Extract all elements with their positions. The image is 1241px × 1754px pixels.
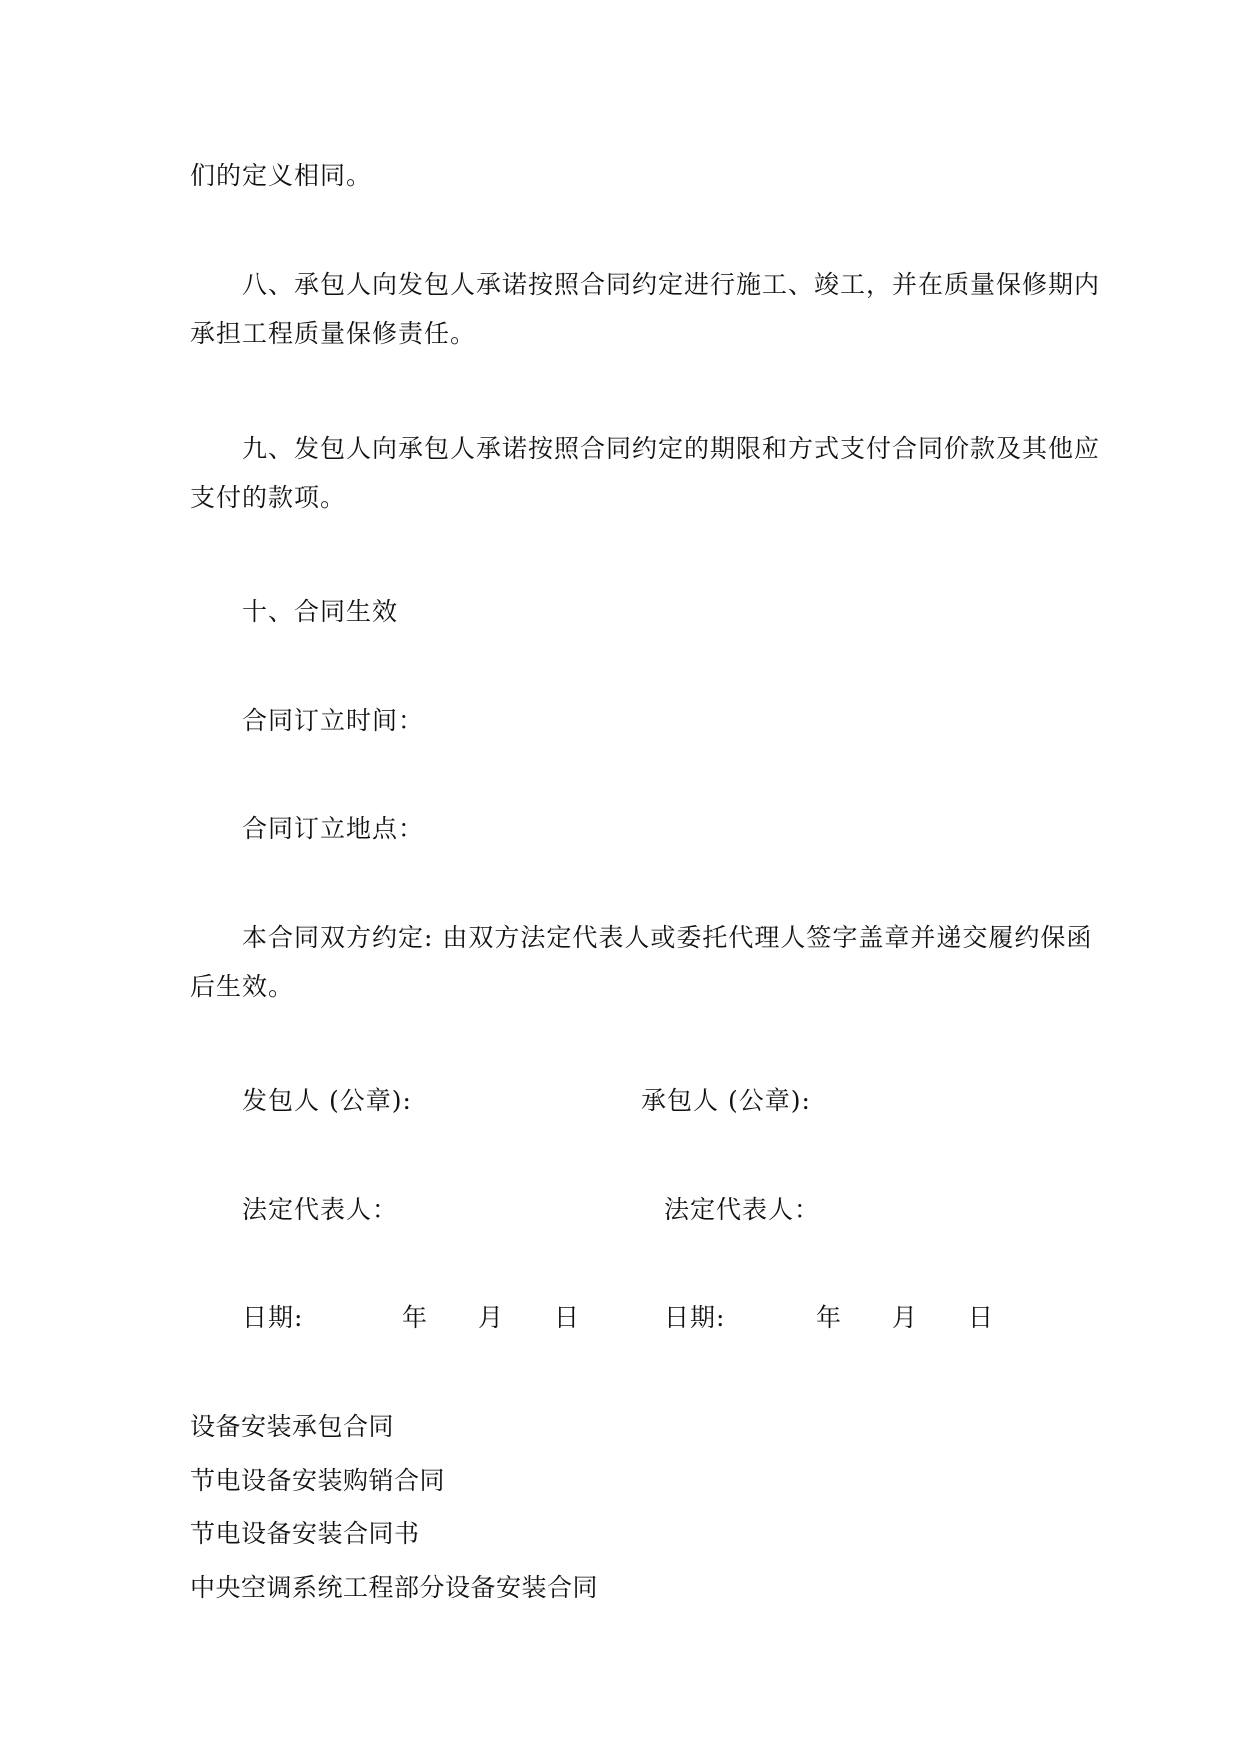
employer-seal-label: 发包人 (公章): [242, 1086, 412, 1115]
employer-date-day: 日 [554, 1303, 581, 1332]
employer-date-label: 日期: [242, 1303, 304, 1332]
paragraph-continuation: 们的定义相同。 [190, 161, 373, 190]
clause-8-line-1: 八、承包人向发包人承诺按照合同约定进行施工、竣工，并在质量保修期内 [242, 270, 1101, 299]
employer-representative-label: 法定代表人： [242, 1195, 399, 1224]
effectiveness-line-2: 后生效。 [190, 972, 295, 1001]
contractor-date-label: 日期: [664, 1303, 726, 1332]
related-contract-link[interactable]: 节电设备安装合同书 [190, 1519, 420, 1548]
clause-9-line-2: 支付的款项。 [190, 483, 347, 512]
clause-10-heading: 十、合同生效 [242, 597, 399, 626]
contractor-representative-label: 法定代表人： [664, 1195, 821, 1224]
clause-9-line-1: 九、发包人向承包人承诺按照合同约定的期限和方式支付合同价款及其他应 [242, 434, 1101, 463]
related-contract-link[interactable]: 中央空调系统工程部分设备安装合同 [190, 1573, 599, 1602]
employer-date-month: 月 [478, 1303, 505, 1332]
contractor-seal-label: 承包人 (公章): [641, 1086, 811, 1115]
employer-date-year: 年 [402, 1303, 429, 1332]
signing-time-label: 合同订立时间： [242, 706, 425, 735]
contractor-date-day: 日 [968, 1303, 995, 1332]
effectiveness-line-1: 本合同双方约定: 由双方法定代表人或委托代理人签字盖章并递交履约保函 [242, 923, 1093, 952]
clause-8-line-2: 承担工程质量保修责任。 [190, 319, 477, 348]
related-contract-link[interactable]: 节电设备安装购销合同 [190, 1466, 446, 1495]
contractor-date-month: 月 [892, 1303, 919, 1332]
signing-place-label: 合同订立地点： [242, 814, 425, 843]
contractor-date-year: 年 [816, 1303, 843, 1332]
related-contract-link[interactable]: 设备安装承包合同 [190, 1412, 395, 1441]
